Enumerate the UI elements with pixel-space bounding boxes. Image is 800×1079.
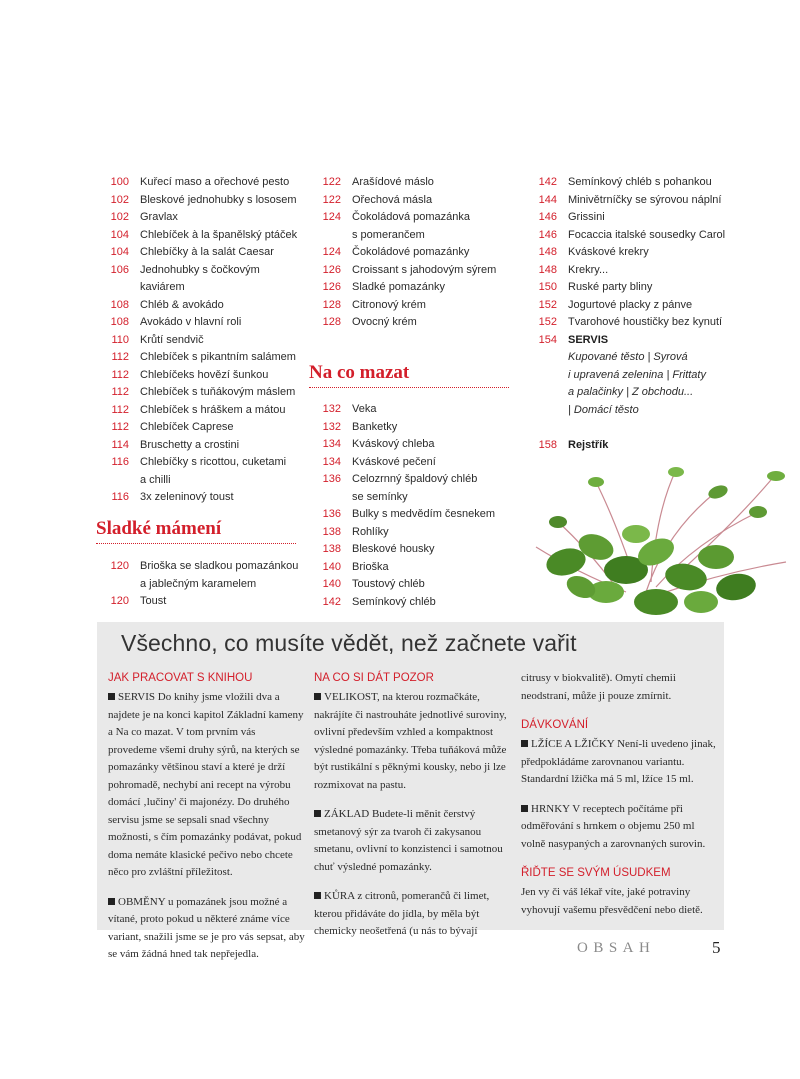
toc-title: Kváskový chleba	[352, 438, 435, 450]
toc-title: Chlebíček s tuňákovým máslem	[140, 386, 296, 398]
toc-page-number: 146	[538, 228, 557, 241]
toc-title: Semínkový chléb	[352, 595, 436, 608]
toc-title: Toust	[140, 595, 167, 607]
microgreens-image	[496, 452, 800, 630]
toc-title: Gravlax	[140, 211, 178, 223]
paragraph-label: ZÁKLAD	[324, 808, 370, 820]
toc-title: Bleskové housky	[352, 543, 435, 555]
toc-page-number: 112	[111, 421, 129, 433]
toc-page-number: 104	[110, 228, 129, 241]
toc-page-number: 142	[538, 176, 557, 188]
toc-entry[interactable]	[316, 419, 516, 437]
toc-entry[interactable]	[532, 262, 732, 280]
toc-page-number: 114	[111, 438, 129, 451]
toc-title: Grissini	[568, 211, 605, 223]
toc-title: Ořechová másla	[352, 193, 433, 206]
toc-title: Banketky	[352, 420, 398, 433]
toc-list	[104, 174, 304, 507]
toc-entry[interactable]	[104, 332, 304, 350]
paragraph-label: LŽÍCE A LŽIČKY	[531, 738, 615, 750]
toc-page-number: 100	[110, 176, 129, 188]
toc-page-number: 112	[111, 403, 129, 416]
info-paragraph: Jen vy či váš lékař víte, jaké potraviny vyhovují vašemu přesvědčení nebo dietě.	[521, 886, 703, 916]
toc-entry[interactable]	[104, 262, 304, 297]
info-column-1	[108, 670, 306, 976]
toc-title: Čokoládová pomazánka s pomerančem	[352, 211, 471, 241]
toc-title: Sladké pomazánky	[352, 281, 445, 293]
toc-entry[interactable]	[532, 297, 732, 315]
toc-entry[interactable]	[316, 297, 516, 315]
info-paragraph	[521, 736, 717, 789]
section-footer-label: OBSAH	[577, 940, 656, 956]
toc-page-number: 138	[322, 543, 341, 555]
toc-page-number: 146	[538, 211, 557, 223]
toc-page-number: 140	[322, 560, 341, 573]
toc-entry[interactable]	[316, 209, 516, 244]
toc-entry[interactable]	[316, 401, 516, 419]
toc-title: Brioška	[352, 560, 389, 573]
toc-list	[316, 401, 516, 611]
toc-entry[interactable]	[316, 524, 516, 542]
toc-list	[316, 174, 516, 332]
toc-title: Chlebíček à la španělský ptáček	[140, 228, 298, 241]
paragraph-label: HRNKY	[531, 802, 570, 815]
paragraph-text: Není-li uvedeno jinak, předpokládáme zarovnanou variantu. Standardní lžička má 5 ml, lžíce 15 ml.	[521, 738, 716, 785]
toc-title: Kváskové krekry	[568, 246, 649, 258]
info-paragraph	[108, 894, 306, 964]
toc-title: Bleskové jednohubky s lososem	[140, 193, 297, 206]
info-heading: DÁVKOVÁNÍ	[521, 719, 589, 731]
toc-entry[interactable]	[316, 471, 516, 506]
toc-title: Arašídové máslo	[352, 176, 434, 188]
toc-entry[interactable]	[104, 454, 304, 489]
toc-entry[interactable]	[316, 174, 516, 192]
toc-title: Krůtí sendvič	[140, 333, 204, 346]
toc-entry[interactable]	[316, 436, 516, 454]
toc-page-number: 138	[322, 525, 341, 538]
toc-page-number: 108	[110, 298, 129, 311]
toc-page-number: 102	[110, 193, 129, 206]
toc-title: Chlebíčeks hovězí šunkou	[140, 368, 269, 381]
toc-page-number: 134	[322, 455, 341, 468]
toc-page-number: 116	[111, 491, 129, 503]
toc-title: Jednohubky s čočkovým kaviárem	[140, 263, 260, 293]
toc-title: Jogurtové placky z pánve	[568, 298, 693, 311]
toc-entry-servis[interactable]	[532, 332, 732, 350]
toc-page-number: 132	[322, 420, 341, 433]
info-paragraph: citrusy v biokvalitě). Omytí chemii neodstraní, může ji pouze zmírnit.	[521, 672, 676, 702]
toc-title: Chlebíčky à la salát Caesar	[140, 246, 274, 258]
square-bullet-icon	[314, 693, 321, 700]
toc-entry[interactable]	[316, 541, 516, 559]
toc-page-number: 110	[111, 333, 129, 346]
toc-page-number: 134	[322, 438, 341, 450]
toc-page-number: 158	[538, 439, 557, 451]
toc-entry[interactable]	[532, 314, 732, 332]
paragraph-label: VELIKOST,	[324, 691, 380, 703]
paragraph-label: SERVIS	[118, 691, 156, 703]
square-bullet-icon	[108, 693, 115, 700]
toc-entry[interactable]	[104, 244, 304, 262]
toc-column-1	[104, 174, 304, 507]
paragraph-text: Budete-li měnit čerstvý smetanový sýr za tvaroh či zakysanou smetanu, ovlivní to konzistenci i samotnou chuť výsledné pomazánky.	[314, 808, 503, 873]
square-bullet-icon	[314, 892, 321, 899]
toc-page-number: 128	[322, 316, 341, 328]
toc-entry[interactable]	[316, 314, 516, 332]
toc-page-number: 148	[538, 246, 557, 258]
toc-title: Avokádo v hlavní roli	[140, 316, 242, 328]
toc-title: Ruské party bliny	[568, 281, 653, 293]
toc-title: Croissant s jahodovým sýrem	[352, 263, 497, 276]
toc-entry[interactable]	[104, 437, 304, 455]
toc-page-number: 112	[111, 368, 129, 381]
square-bullet-icon	[108, 898, 115, 905]
toc-title: Chlebíčky s ricottou, cuketami a chilli	[140, 456, 287, 486]
toc-entry[interactable]	[104, 174, 304, 192]
toc-page-number: 144	[538, 193, 557, 206]
toc-list	[104, 558, 304, 611]
toc-entry[interactable]	[316, 594, 516, 612]
toc-page-number: 116	[111, 456, 129, 468]
toc-title: Chléb & avokádo	[140, 298, 224, 311]
toc-entry[interactable]	[104, 367, 304, 385]
toc-page-number: 142	[322, 595, 341, 608]
info-heading: NA CO SI DÁT POZOR	[314, 672, 434, 684]
paragraph-text: na kterou rozmačkáte, nakrájíte či nastrouháte jednotlivé suroviny, ovlivní především vzhled a kompaktnost výsledné pomazánky. Třeba tuňáková může být rustikální s pěknými kousky, nebo ji lze rozmixovat na pastu.	[314, 691, 507, 791]
info-box-title: Všechno, co musíte vědět, než začnete vařit	[121, 630, 577, 656]
toc-title: Citronový krém	[352, 298, 426, 311]
toc-title: Minivětrníčky se sýrovou náplní	[568, 193, 722, 206]
toc-entry[interactable]	[104, 314, 304, 332]
toc-entry[interactable]	[316, 576, 516, 594]
toc-page-number: 136	[322, 473, 341, 485]
toc-column-2	[316, 174, 516, 332]
toc-page-number: 148	[538, 263, 557, 276]
toc-page-number: 128	[322, 298, 341, 311]
toc-entry[interactable]	[532, 209, 732, 227]
toc-entry[interactable]	[316, 506, 516, 524]
toc-page-number: 152	[538, 298, 557, 311]
toc-title: Toustový chléb	[352, 578, 425, 590]
toc-entry[interactable]	[104, 209, 304, 227]
toc-page-number: 132	[322, 403, 341, 415]
toc-page-number: 122	[322, 193, 341, 206]
servis-subtopics: Kupované těsto | Syrová i upravená zelenina | Frittaty a palačinky | Z obchodu... | Domácí těsto	[568, 351, 706, 416]
toc-title: Tvarohové houstičky bez kynutí	[568, 316, 723, 328]
toc-entry[interactable]	[104, 489, 304, 507]
toc-page-number: 136	[322, 508, 341, 520]
toc-page-number: 108	[110, 316, 129, 328]
toc-entry[interactable]	[104, 227, 304, 245]
toc-entry[interactable]	[104, 558, 304, 593]
toc-page-number: 112	[111, 386, 129, 398]
toc-page-number: 126	[322, 281, 341, 293]
toc-title: Semínkový chléb s pohankou	[568, 176, 712, 188]
paragraph-text: Do knihy jsme vložili dva a najdete je na konci kapitol Základní kameny a Na co mazat. V tom prvním vás provedeme všemi druhy sýrů, na kterých se pomazánky většinou staví a které je drží pohromadě, nechybí ani recept na výrobu domácí ‚lučiny' či majonézy. Do druhého servisu jsme se sepsali snad všechny možnosti, s čím pomazánky podávat, pokud doma nemáte klasické pečivo nebo chcete něco pro zvláštní příležitost.	[108, 691, 304, 878]
toc-column-1-sweet	[104, 558, 304, 611]
info-paragraph	[314, 888, 512, 941]
toc-title: Focaccia italské sousedky Carol	[568, 228, 726, 241]
toc-title: Kváskové pečení	[352, 455, 436, 468]
toc-entry[interactable]	[104, 192, 304, 210]
section-heading-spread: Na co mazat	[309, 362, 509, 388]
toc-entry[interactable]	[532, 244, 732, 262]
toc-page-number: 154	[538, 333, 557, 346]
toc-page-number: 124	[322, 211, 341, 223]
toc-entry[interactable]	[104, 349, 304, 367]
toc-entry[interactable]	[104, 297, 304, 315]
toc-page-number: 120	[110, 560, 129, 572]
info-paragraph	[314, 689, 512, 794]
toc-title: Bruschetty a crostini	[140, 438, 240, 451]
toc-title: Bulky s medvědím česnekem	[352, 508, 496, 520]
toc-entry[interactable]	[532, 192, 732, 210]
toc-title: Chlebíček s hráškem a mátou	[140, 403, 286, 416]
info-column-3	[521, 670, 717, 931]
info-heading: JAK PRACOVAT S KNIHOU	[108, 672, 253, 684]
toc-page-number: 102	[110, 211, 129, 223]
toc-page-number: 124	[322, 246, 341, 258]
toc-title: Chlebíček s pikantním salámem	[140, 351, 296, 363]
toc-entry[interactable]	[104, 384, 304, 402]
paragraph-label: KŮRA	[324, 890, 355, 902]
toc-entry[interactable]	[532, 279, 732, 297]
toc-entry[interactable]	[532, 174, 732, 192]
toc-entry[interactable]	[316, 262, 516, 280]
toc-page-number: 104	[110, 246, 129, 258]
toc-title: Celozrnný špaldový chléb se semínky	[352, 473, 478, 503]
info-paragraph	[521, 801, 717, 854]
toc-page-number: 120	[110, 595, 129, 607]
toc-page-number: 122	[322, 176, 341, 188]
toc-entry[interactable]	[316, 559, 516, 577]
toc-entry[interactable]	[316, 279, 516, 297]
toc-title: Kuřecí maso a ořechové pesto	[140, 176, 290, 188]
toc-title: Čokoládové pomazánky	[352, 246, 470, 258]
section-heading-sweet: Sladké mámení	[96, 518, 296, 544]
toc-title: Rohlíky	[352, 525, 389, 538]
toc-entry[interactable]	[104, 402, 304, 420]
toc-page-number: 152	[538, 316, 557, 328]
toc-title: Veka	[352, 403, 377, 415]
toc-page-number: 112	[111, 351, 129, 363]
toc-title: Krekry...	[568, 263, 609, 276]
toc-title: Ovocný krém	[352, 316, 417, 328]
toc-page-number: 106	[110, 263, 129, 276]
toc-list	[532, 174, 732, 332]
paragraph-text: z citronů, pomerančů či limet, kterou přidáváte do jídla, by měla být chemicky neošetřená (u nás to bývají	[314, 890, 490, 937]
toc-entry[interactable]	[104, 593, 304, 611]
toc-title: Chlebíček Caprese	[140, 421, 234, 433]
toc-entry[interactable]	[316, 244, 516, 262]
toc-entry[interactable]	[316, 192, 516, 210]
paragraph-text: u pomazánek jsou možné a vítané, proto pokud u některé známe více variant, snažili jsme se je pro vás sepsat, aby se vám žádná hned tak nepřejedla.	[108, 895, 305, 960]
paragraph-text: V receptech počítáme při odměřování s hrnkem o objemu 250 ml volně nasypaných a zarovnaných surovin.	[521, 802, 706, 850]
toc-page-number: 140	[322, 578, 341, 590]
toc-entry[interactable]	[316, 454, 516, 472]
toc-column-2-spread	[316, 401, 516, 611]
toc-page-number: 150	[538, 281, 557, 293]
toc-title: 3x zeleninový toust	[140, 491, 234, 503]
info-paragraph	[108, 689, 306, 882]
info-heading: ŘIĎTE SE SVÝM ÚSUDKEM	[521, 867, 671, 879]
toc-title: SERVIS	[568, 333, 609, 346]
square-bullet-icon	[521, 805, 528, 812]
toc-entry[interactable]	[532, 227, 732, 245]
toc-entry[interactable]	[104, 419, 304, 437]
toc-title: Rejstřík	[568, 439, 609, 451]
square-bullet-icon	[521, 740, 528, 747]
toc-title: Brioška se sladkou pomazánkou a jablečným karamelem	[140, 560, 299, 590]
page-number: 5	[712, 938, 721, 957]
square-bullet-icon	[314, 810, 321, 817]
info-paragraph	[314, 806, 512, 876]
toc-column-3	[532, 174, 732, 455]
info-column-2	[314, 670, 512, 953]
paragraph-label: OBMĚNY	[118, 895, 166, 908]
toc-page-number: 126	[322, 263, 341, 276]
